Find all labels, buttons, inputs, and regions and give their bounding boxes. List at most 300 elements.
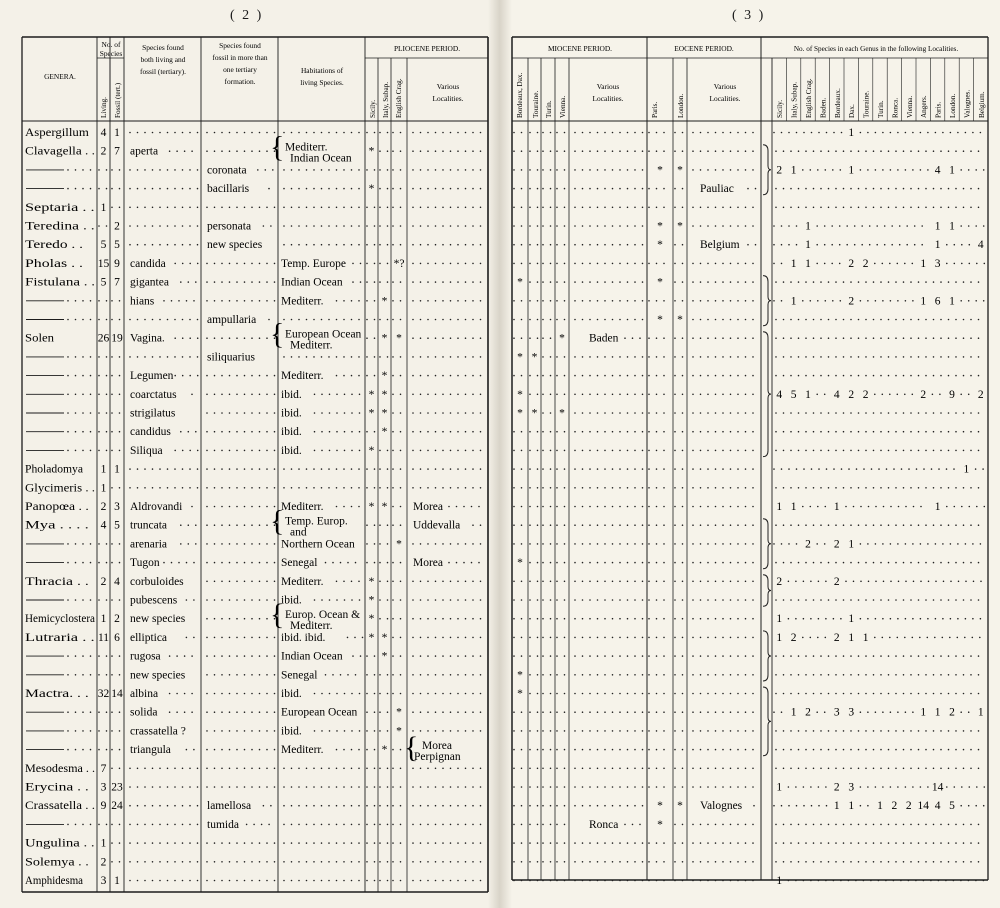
habitation: Senegal bbox=[281, 557, 318, 570]
header-more-than-one: formation. bbox=[224, 77, 256, 86]
species-both-living-fossil: hians bbox=[130, 295, 155, 308]
species-both-living-fossil: truncata bbox=[130, 519, 168, 532]
header-eocene: EOCENE PERIOD. bbox=[674, 44, 734, 53]
living-count: 1 bbox=[100, 837, 107, 850]
header-count-col: Paris. bbox=[934, 101, 943, 118]
fossil-count: 2 bbox=[114, 613, 120, 626]
header-no-of-species: Species bbox=[99, 49, 123, 58]
species-count: 3 bbox=[934, 257, 941, 270]
species-both-living-fossil: aperta bbox=[130, 145, 159, 158]
species-count: 2 bbox=[833, 781, 840, 794]
species-count: 4 bbox=[977, 239, 984, 252]
species-count: 2 bbox=[776, 575, 783, 588]
species-count: 1 bbox=[790, 501, 797, 513]
species-fossil-more-than-one: ampullaria bbox=[207, 314, 257, 326]
page-number-right: ( 3 ) bbox=[732, 8, 766, 23]
header-count-col: Italy, Subap. bbox=[790, 81, 799, 118]
header-genera: GENERA. bbox=[44, 72, 76, 81]
living-count: 4 bbox=[100, 519, 107, 532]
genus-name: Pholas . . bbox=[25, 257, 84, 270]
species-both-living-fossil: rugosa bbox=[130, 650, 161, 663]
miocene-mark: * bbox=[531, 407, 538, 420]
species-both-living-fossil: triangula bbox=[130, 744, 171, 757]
pliocene-various-locality: Morea bbox=[413, 557, 444, 570]
header-various-localities: Localities. bbox=[592, 94, 624, 103]
header-living: Living. bbox=[100, 97, 108, 118]
pliocene-various-locality: Uddevalla bbox=[413, 519, 461, 532]
header-more-than-one: Species found bbox=[219, 41, 261, 50]
header-both-living-fossil: Species found bbox=[142, 43, 184, 52]
species-count: 1 bbox=[776, 781, 783, 794]
habitation: Mediterr. bbox=[285, 141, 328, 154]
species-count: 1 bbox=[805, 220, 811, 233]
header-more-than-one: one tertiary bbox=[223, 65, 257, 74]
species-count: 2 bbox=[776, 164, 783, 177]
miocene-mark: * bbox=[517, 688, 523, 700]
pliocene-mark: * bbox=[368, 501, 375, 513]
pliocene-mark: * bbox=[368, 183, 375, 196]
genus-name: Hemicyclostera bbox=[25, 613, 95, 626]
header-various-localities: Various bbox=[596, 82, 620, 91]
group-brace bbox=[763, 687, 771, 756]
fossil-count: 14 bbox=[111, 688, 123, 700]
eocene-mark: * bbox=[657, 220, 663, 233]
header-count-col: London. bbox=[949, 93, 957, 118]
habitation: Mediterr. bbox=[281, 501, 324, 513]
fossil-count: 7 bbox=[114, 276, 120, 289]
species-both-living-fossil: corbuloides bbox=[130, 575, 184, 588]
header-pliocene-col: Sicily. bbox=[369, 99, 377, 118]
header-no-of-species: No. of bbox=[101, 40, 121, 49]
species-both-living-fossil: Aldrovandi bbox=[130, 501, 183, 513]
species-count: 2 bbox=[920, 388, 927, 401]
living-count: 1 bbox=[100, 613, 107, 626]
fossil-count: 5 bbox=[114, 239, 120, 252]
habitation: ibid. bbox=[281, 725, 302, 738]
header-eocene-col: London. bbox=[677, 93, 685, 118]
species-count: 1 bbox=[949, 220, 955, 233]
header-various-localities: Various bbox=[436, 82, 460, 91]
species-fossil-more-than-one: personata bbox=[207, 220, 252, 233]
living-count: 3 bbox=[100, 781, 107, 794]
living-count: 5 bbox=[100, 239, 107, 252]
pliocene-mark: * bbox=[381, 332, 388, 345]
species-count: 4 bbox=[934, 800, 941, 813]
habitation: Indian Ocean bbox=[290, 152, 352, 165]
brace: { bbox=[270, 130, 285, 164]
eocene-various-locality: Pauliac bbox=[700, 183, 734, 196]
pliocene-mark: * bbox=[396, 725, 402, 738]
species-count: 1 bbox=[977, 706, 984, 719]
right-table bbox=[500, 0, 1000, 908]
eocene-mark: * bbox=[657, 239, 663, 252]
species-count: 4 bbox=[833, 388, 840, 401]
habitation: ibid. bbox=[281, 388, 302, 401]
miocene-mark: * bbox=[517, 557, 523, 570]
fossil-count: 24 bbox=[111, 800, 123, 813]
living-count: 1 bbox=[100, 463, 107, 476]
living-count: 2 bbox=[100, 856, 107, 869]
habitation: Mediterr. bbox=[290, 339, 333, 352]
habitation: European Ocean bbox=[285, 328, 362, 341]
header-various-localities: Localities. bbox=[709, 94, 741, 103]
miocene-mark: * bbox=[517, 351, 523, 364]
pliocene-various-locality: Perpignan bbox=[414, 751, 461, 764]
living-count: 9 bbox=[100, 800, 107, 813]
genus-name: Teredina . . bbox=[25, 220, 95, 233]
genus-name: Glycimeris . . bbox=[25, 482, 96, 495]
living-count: 2 bbox=[100, 145, 107, 158]
miocene-mark: * bbox=[517, 669, 523, 682]
species-both-living-fossil: solida bbox=[130, 706, 158, 719]
species-count: 3 bbox=[848, 706, 855, 719]
header-miocene-col: Touraine. bbox=[532, 90, 540, 118]
header-more-than-one: fossil in more than bbox=[212, 53, 268, 62]
book-gutter bbox=[488, 0, 512, 908]
species-count: 1 bbox=[934, 706, 941, 719]
header-various-localities: Various bbox=[713, 82, 737, 91]
pliocene-mark: * bbox=[368, 388, 375, 401]
living-count: 1 bbox=[100, 201, 107, 214]
species-both-living-fossil: new species bbox=[130, 669, 186, 682]
species-count: 1 bbox=[790, 706, 797, 719]
species-count: 2 bbox=[905, 800, 912, 813]
species-count: 2 bbox=[848, 257, 855, 270]
pliocene-mark: * bbox=[381, 426, 388, 439]
pliocene-mark: * bbox=[381, 744, 388, 757]
species-fossil-more-than-one: siliquarius bbox=[207, 351, 255, 364]
brace: { bbox=[404, 731, 419, 765]
species-count: 1 bbox=[848, 538, 855, 551]
species-count: 2 bbox=[790, 631, 797, 644]
genus-name: Amphidesma bbox=[25, 875, 83, 887]
habitation: ibid. ibid. bbox=[281, 631, 326, 644]
habitation: Temp. Europ. bbox=[285, 515, 348, 528]
header-counts-title: No. of Species in each Genus in the following Localities. bbox=[793, 45, 959, 53]
species-both-living-fossil: candida bbox=[130, 257, 166, 270]
species-count: 1 bbox=[805, 239, 811, 252]
species-count: 5 bbox=[949, 800, 955, 813]
species-count: 9 bbox=[949, 388, 955, 401]
pliocene-mark: * bbox=[368, 407, 375, 420]
header-count-col: Angers. bbox=[920, 95, 929, 118]
species-count: 2 bbox=[891, 800, 898, 813]
header-count-col: Bordeaux. bbox=[833, 88, 842, 118]
pliocene-mark: * bbox=[368, 613, 375, 626]
genus-name: Solemya . . bbox=[25, 856, 89, 869]
fossil-count: 1 bbox=[114, 463, 120, 476]
living-count: 15 bbox=[97, 257, 110, 270]
eocene-mark: * bbox=[657, 276, 663, 289]
brace: { bbox=[270, 317, 285, 351]
pliocene-mark: * bbox=[368, 631, 375, 644]
genus-name: Mya . . . . bbox=[25, 519, 89, 532]
habitation: ibid. bbox=[281, 594, 302, 607]
group-brace bbox=[763, 145, 771, 195]
species-count: 1 bbox=[848, 164, 855, 177]
species-count: 1 bbox=[776, 875, 783, 887]
header-count-col: English Crag. bbox=[805, 78, 813, 118]
brace: { bbox=[270, 504, 285, 538]
genus-name: Thracia . . bbox=[25, 575, 89, 588]
eocene-mark: * bbox=[657, 314, 663, 326]
species-both-living-fossil: elliptica bbox=[130, 631, 168, 644]
species-count: 1 bbox=[805, 388, 811, 401]
header-miocene-col: Vienna. bbox=[559, 95, 567, 118]
species-count: 4 bbox=[934, 164, 941, 177]
header-pliocene: PLIOCENE PERIOD. bbox=[393, 44, 461, 53]
species-both-living-fossil: pubescens bbox=[130, 594, 178, 607]
species-count: 1 bbox=[920, 295, 927, 308]
species-count: 1 bbox=[848, 631, 855, 644]
species-count: 4 bbox=[776, 388, 783, 401]
species-count: 6 bbox=[934, 295, 941, 308]
miocene-various-locality: Baden bbox=[589, 332, 619, 345]
species-count: 1 bbox=[805, 257, 811, 270]
eocene-mark: * bbox=[677, 220, 683, 233]
group-brace bbox=[763, 631, 771, 681]
genus-name: Teredo . . bbox=[25, 239, 84, 252]
pliocene-various-locality: Morea bbox=[422, 740, 453, 753]
species-count: 1 bbox=[848, 613, 855, 626]
habitation: Europ. Ocean & bbox=[285, 609, 361, 622]
header-various-localities: Localities. bbox=[432, 94, 464, 103]
living-count: 1 bbox=[100, 482, 107, 495]
species-count: 1 bbox=[833, 501, 840, 513]
pliocene-mark: * bbox=[396, 332, 402, 345]
species-count: 2 bbox=[862, 257, 869, 270]
species-both-living-fossil: arenaria bbox=[130, 538, 168, 551]
habitation: ibid. bbox=[281, 426, 302, 439]
species-count: 3 bbox=[848, 781, 855, 794]
species-fossil-more-than-one: new species bbox=[207, 239, 263, 252]
habitation: European Ocean bbox=[281, 706, 358, 719]
header-habitations: living Species. bbox=[300, 78, 344, 87]
pliocene-mark: * bbox=[381, 295, 388, 308]
species-both-living-fossil: crassatella ? bbox=[130, 725, 186, 738]
genus-name: Septaria . . bbox=[25, 201, 95, 214]
species-count: 2 bbox=[949, 706, 955, 719]
species-count: 2 bbox=[805, 706, 811, 719]
fossil-count: 19 bbox=[111, 332, 123, 345]
species-count: 2 bbox=[833, 575, 840, 588]
eocene-mark: * bbox=[657, 800, 663, 813]
genus-name: Clavagella . . bbox=[25, 145, 96, 158]
eocene-mark: * bbox=[657, 164, 663, 177]
header-count-col: Belgium. bbox=[977, 91, 986, 118]
living-count: 4 bbox=[100, 127, 107, 139]
habitation: ibid. bbox=[281, 407, 302, 420]
pliocene-mark: * bbox=[381, 650, 388, 663]
miocene-various-locality: Ronca bbox=[589, 818, 619, 831]
habitation: and bbox=[290, 526, 307, 539]
pliocene-mark: * bbox=[368, 594, 375, 607]
header-both-living-fossil: both living and bbox=[140, 55, 186, 64]
species-count: 1 bbox=[920, 706, 927, 719]
miocene-mark: * bbox=[559, 332, 565, 345]
species-count: 2 bbox=[833, 538, 840, 551]
species-count: 1 bbox=[949, 164, 955, 177]
header-both-living-fossil: fossil (tertiary). bbox=[140, 67, 186, 76]
eocene-mark: * bbox=[677, 314, 683, 326]
genus-name: Mesodesma . . bbox=[25, 762, 96, 775]
habitation: Mediterr. bbox=[281, 370, 324, 383]
eocene-mark: * bbox=[677, 164, 683, 177]
brace: { bbox=[270, 598, 285, 632]
header-count-col: Touraine. bbox=[862, 90, 871, 118]
header-count-col: Vienna. bbox=[905, 95, 914, 118]
species-count: 1 bbox=[776, 613, 783, 626]
genus-name: Aspergillum bbox=[25, 127, 89, 139]
pliocene-mark: *? bbox=[393, 257, 405, 270]
group-brace bbox=[763, 276, 771, 326]
pliocene-mark: * bbox=[381, 388, 388, 401]
living-count: 32 bbox=[97, 688, 110, 700]
miocene-mark: * bbox=[517, 388, 523, 401]
fossil-count: 7 bbox=[114, 145, 120, 158]
species-count: 3 bbox=[833, 706, 840, 719]
habitation: Senegal bbox=[281, 669, 318, 682]
header-miocene-col: Bordeaux, Dax. bbox=[516, 72, 524, 118]
miocene-mark: * bbox=[517, 407, 523, 420]
habitation: Mediterr. bbox=[281, 575, 324, 588]
header-count-col: Ronca. bbox=[891, 97, 900, 118]
header-fossil: Fossil (tert.) bbox=[114, 82, 122, 118]
genus-name: Fistulana . . bbox=[25, 276, 96, 289]
header-count-col: Dax. bbox=[848, 104, 857, 118]
species-both-living-fossil: candidus bbox=[130, 426, 171, 439]
species-fossil-more-than-one: coronata bbox=[207, 164, 247, 177]
species-count: 1 bbox=[934, 220, 941, 233]
pliocene-various-locality: Morea bbox=[413, 501, 444, 513]
header-habitations: Habitations of bbox=[300, 66, 344, 75]
species-count: 1 bbox=[833, 800, 840, 813]
species-count: 1 bbox=[862, 631, 869, 644]
habitation: Temp. Europe bbox=[281, 257, 346, 270]
species-count: 1 bbox=[776, 501, 783, 513]
header-miocene-col: Turin. bbox=[545, 100, 553, 118]
species-count: 1 bbox=[790, 257, 797, 270]
pliocene-mark: * bbox=[368, 444, 375, 457]
group-brace bbox=[763, 332, 771, 457]
species-count: 2 bbox=[862, 388, 869, 401]
page-number-left: ( 2 ) bbox=[230, 8, 264, 23]
fossil-count: 5 bbox=[114, 519, 120, 532]
group-brace bbox=[763, 519, 771, 569]
habitation: ibid. bbox=[281, 688, 302, 700]
eocene-mark: * bbox=[657, 818, 663, 831]
living-count: 26 bbox=[97, 332, 110, 345]
header-count-col: Turin. bbox=[877, 100, 885, 118]
species-count: 2 bbox=[848, 388, 855, 401]
species-count: 1 bbox=[920, 257, 927, 270]
species-both-living-fossil: Tugon bbox=[130, 557, 160, 570]
species-both-living-fossil: Legumen bbox=[130, 370, 174, 383]
fossil-count: 2 bbox=[114, 220, 120, 233]
header-count-col: Baden. bbox=[819, 97, 828, 118]
species-count: 5 bbox=[790, 388, 797, 401]
living-count: 3 bbox=[100, 875, 107, 887]
living-count: 5 bbox=[100, 276, 107, 289]
species-both-living-fossil: gigantea bbox=[130, 276, 169, 289]
species-fossil-more-than-one: lamellosa bbox=[207, 800, 252, 813]
species-count: 2 bbox=[977, 388, 984, 401]
pliocene-mark: * bbox=[368, 145, 375, 158]
fossil-count: 6 bbox=[114, 631, 120, 644]
genus-name: Solen bbox=[25, 332, 55, 345]
species-count: 2 bbox=[848, 295, 855, 308]
genus-name: Lutraria . . bbox=[25, 631, 95, 644]
genus-name: Erycina . . bbox=[25, 781, 89, 794]
species-count: 2 bbox=[833, 631, 840, 644]
fossil-count: 3 bbox=[114, 501, 120, 513]
pliocene-mark: * bbox=[368, 575, 375, 588]
group-brace bbox=[763, 575, 771, 606]
species-both-living-fossil: strigilatus bbox=[130, 407, 176, 420]
header-eocene-col: Paris. bbox=[651, 101, 659, 118]
right-page bbox=[500, 0, 1000, 908]
eocene-various-locality: Valognes bbox=[700, 800, 743, 813]
species-count: 1 bbox=[790, 164, 797, 177]
species-count: 1 bbox=[848, 127, 855, 139]
genus-name: Panopœa . . bbox=[25, 501, 89, 513]
species-count: 1 bbox=[949, 295, 955, 308]
habitation: ibid. bbox=[281, 444, 302, 457]
genus-name: Mactra. . . bbox=[25, 688, 89, 700]
species-both-living-fossil: albina bbox=[130, 688, 159, 700]
species-count: 2 bbox=[805, 538, 811, 551]
habitation: Mediterr. bbox=[281, 295, 324, 308]
species-count: 1 bbox=[934, 501, 941, 513]
living-count: 2 bbox=[100, 501, 107, 513]
habitation: Northern Ocean bbox=[281, 538, 355, 551]
species-count: 1 bbox=[848, 800, 855, 813]
fossil-count: 1 bbox=[114, 127, 120, 139]
fossil-count: 1 bbox=[114, 875, 120, 887]
pliocene-mark: * bbox=[396, 706, 402, 719]
habitation: Indian Ocean bbox=[281, 276, 343, 289]
eocene-mark: * bbox=[677, 800, 683, 813]
header-count-col: Sicily. bbox=[776, 99, 785, 118]
species-count: 1 bbox=[934, 239, 941, 252]
pliocene-mark: * bbox=[381, 407, 388, 420]
habitation: Indian Ocean bbox=[281, 650, 343, 663]
living-count: 7 bbox=[100, 762, 107, 775]
species-count: 14 bbox=[931, 781, 944, 794]
pliocene-mark: * bbox=[396, 538, 402, 551]
habitation: Mediterr. bbox=[290, 620, 333, 633]
miocene-mark: * bbox=[559, 407, 565, 420]
pliocene-mark: * bbox=[381, 631, 388, 644]
species-both-living-fossil: Siliqua bbox=[130, 444, 163, 457]
species-count: 1 bbox=[963, 463, 970, 476]
header-pliocene-col: English Crag. bbox=[395, 78, 403, 118]
pliocene-mark: * bbox=[381, 501, 388, 513]
species-both-living-fossil: coarctatus bbox=[130, 388, 177, 401]
species-count: 1 bbox=[776, 631, 783, 644]
header-miocene: MIOCENE PERIOD. bbox=[547, 44, 613, 53]
pliocene-mark: * bbox=[381, 370, 388, 383]
species-count: 1 bbox=[877, 800, 883, 813]
miocene-mark: * bbox=[531, 351, 538, 364]
eocene-various-locality: Belgium bbox=[700, 239, 740, 252]
fossil-count: 9 bbox=[114, 257, 120, 270]
fossil-count: 4 bbox=[114, 575, 120, 588]
genus-name: Crassatella . . bbox=[25, 800, 96, 813]
fossil-count: 23 bbox=[111, 781, 123, 794]
species-count: 1 bbox=[790, 295, 797, 308]
header-count-col: Valognes. bbox=[963, 89, 972, 118]
